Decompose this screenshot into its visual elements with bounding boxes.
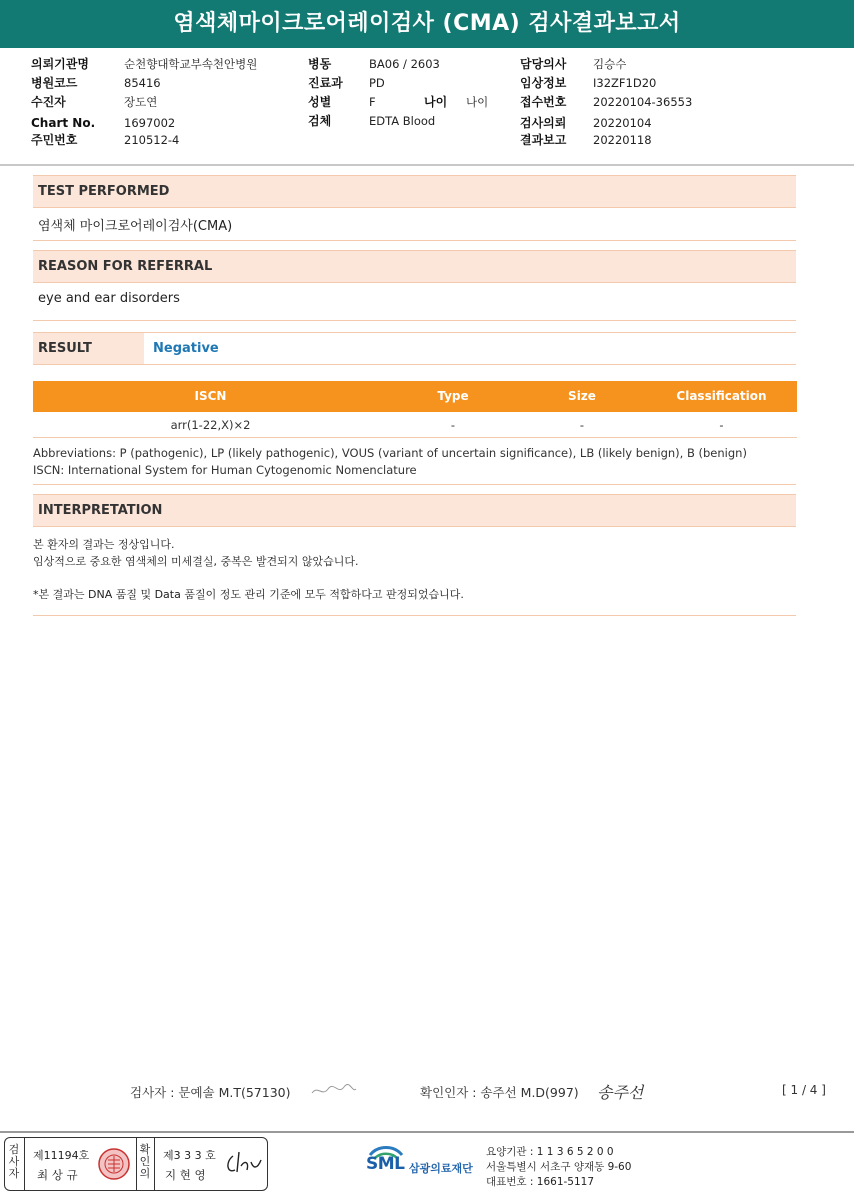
value-ward: BA06 / 2603 xyxy=(369,57,440,71)
section-reason-heading: REASON FOR REFERRAL xyxy=(33,250,796,283)
section-reason-body: eye and ear disorders xyxy=(38,291,180,306)
divider xyxy=(33,240,796,241)
value-receipt-no: 20220104-36553 xyxy=(593,95,693,109)
section-test-performed-heading: TEST PERFORMED xyxy=(33,175,796,208)
label-chart-no: Chart No. xyxy=(31,116,96,130)
patient-info xyxy=(0,0,854,160)
confirm-vertical-label: 확 인 의 xyxy=(139,1143,151,1180)
value-patient: 장도연 xyxy=(124,95,158,109)
header-divider xyxy=(0,164,854,166)
result-value: Negative xyxy=(153,341,219,356)
footer-divider xyxy=(0,1131,854,1133)
value-department: PD xyxy=(369,76,385,90)
divider xyxy=(154,1138,155,1190)
value-clinical-info: I32ZF1D20 xyxy=(593,76,657,90)
cell-classification: - xyxy=(719,418,724,432)
tester-signature-scribble xyxy=(310,1083,358,1099)
page-indicator: [ 1 / 4 ] xyxy=(782,1083,826,1097)
confirmer-signature: 송주선 xyxy=(597,1083,644,1102)
abbreviations-line: Abbreviations: P (pathogenic), LP (likely pathogenic), VOUS (variant of uncertain significance), LB (likely benign), B (benign) xyxy=(33,446,747,460)
col-type: Type xyxy=(437,389,469,403)
confirmer-signature-line: 확인인자 : 송주선 M.D(997) xyxy=(420,1085,579,1100)
tester-signature-line: 검사자 : 문예솔 M.T(57130) xyxy=(130,1085,291,1100)
result-label: RESULT xyxy=(33,333,144,364)
lab-phone: 대표번호 : 1661-5117 xyxy=(486,1176,595,1188)
label-receipt-no: 접수번호 xyxy=(520,95,567,109)
label-request-date: 검사의뢰 xyxy=(520,116,567,130)
label-age: 나이 xyxy=(424,95,448,109)
interpretation-line-2: 임상적으로 중요한 염색체의 미세결실, 중복은 발견되지 않았습니다. xyxy=(33,555,359,568)
iscn-definition: ISCN: International System for Human Cytogenomic Nomenclature xyxy=(33,463,417,477)
tester-vertical-label: 검 사 자 xyxy=(8,1143,20,1180)
value-institution: 순천향대학교부속천안병원 xyxy=(124,57,258,71)
divider xyxy=(33,320,796,321)
cell-iscn: arr(1-22,X)×2 xyxy=(170,418,251,432)
interpretation-note: *본 결과는 DNA 품질 및 Data 품질이 정도 관리 기준에 모두 적합하다고 판정되었습니다. xyxy=(33,588,464,601)
tester-license: 제11194호 xyxy=(33,1149,90,1162)
value-sex: F xyxy=(369,95,376,109)
divider xyxy=(33,615,796,616)
lab-code: 요양기관 : 1 1 3 6 5 2 0 0 xyxy=(486,1146,614,1158)
abbreviations xyxy=(33,445,747,479)
label-patient: 수진자 xyxy=(31,95,66,109)
value-request-date: 20220104 xyxy=(593,116,652,130)
lab-address: 서울특별시 서초구 양재동 9-60 xyxy=(486,1161,632,1173)
section-test-performed-body: 염색체 마이크로어레이검사(CMA) xyxy=(38,219,233,234)
report-title: 염색체마이크로어레이검사 (CMA) 검사결과보고서 xyxy=(0,0,854,48)
result-row xyxy=(33,332,796,365)
label-report-date: 결과보고 xyxy=(520,133,567,147)
value-resident-no: 210512-4 xyxy=(124,133,180,147)
cell-type: - xyxy=(450,418,456,432)
label-resident-no: 주민번호 xyxy=(31,133,78,147)
divider xyxy=(24,1138,25,1190)
label-ward: 병동 xyxy=(308,57,332,71)
value-specimen: EDTA Blood xyxy=(369,114,436,128)
label-institution: 의뢰기관명 xyxy=(31,57,89,71)
interpretation-line-1: 본 환자의 결과는 정상입니다. xyxy=(33,538,175,551)
handwritten-signature xyxy=(223,1148,263,1178)
tester-name: 최 상 규 xyxy=(37,1168,78,1182)
label-specimen: 검체 xyxy=(308,114,332,128)
value-report-date: 20220118 xyxy=(593,133,652,147)
value-chart-no: 1697002 xyxy=(124,116,176,130)
table-row xyxy=(33,413,797,438)
confirm-license: 제3 3 3 호 xyxy=(163,1149,216,1162)
sml-logo-text: SML xyxy=(366,1154,405,1174)
value-age: 나이 xyxy=(466,95,489,109)
label-clinical-info: 임상정보 xyxy=(520,76,567,90)
label-doctor: 담당의사 xyxy=(520,57,567,71)
confirm-name: 지 현 영 xyxy=(165,1168,206,1182)
col-classification: Classification xyxy=(676,389,767,403)
label-sex: 성별 xyxy=(308,95,332,109)
results-table-header xyxy=(33,381,797,412)
col-iscn: ISCN xyxy=(194,389,227,403)
signature-stamp-box xyxy=(4,1137,268,1191)
lab-name: 삼광의료재단 xyxy=(409,1162,473,1175)
divider xyxy=(136,1138,137,1190)
section-interpretation-heading: INTERPRETATION xyxy=(33,494,796,527)
divider xyxy=(33,484,796,485)
value-doctor: 김승수 xyxy=(593,57,627,71)
label-department: 진료과 xyxy=(308,76,343,90)
label-hospital-code: 병원코드 xyxy=(31,76,78,90)
seal-stamp-icon xyxy=(97,1147,131,1181)
cell-size: - xyxy=(579,418,585,432)
col-size: Size xyxy=(568,389,596,403)
value-hospital-code: 85416 xyxy=(124,76,161,90)
